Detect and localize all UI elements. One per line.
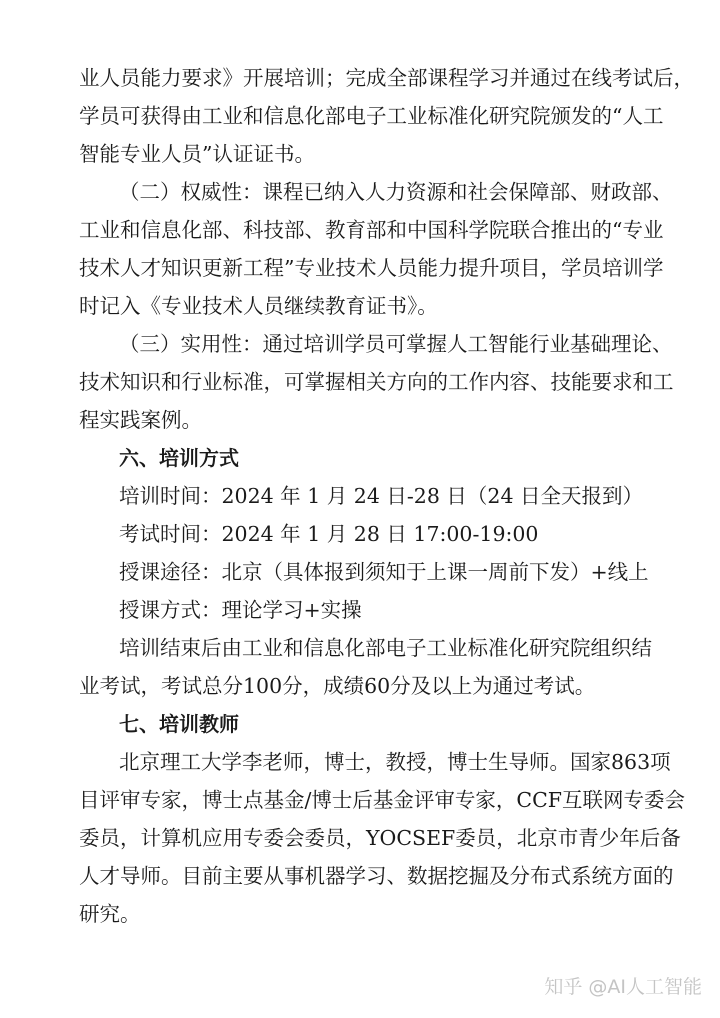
paragraph-line: 授课方式：理论学习+实操 — [119, 598, 362, 622]
paragraph-line: 学员可获得由工业和信息化部电子工业标准化研究院颁发的“人工 — [79, 104, 664, 128]
paragraph-line: 考试时间：2024 年 1 月 28 日 17:00-19:00 — [119, 522, 539, 546]
paragraph-line: 业考试，考试总分100分，成绩60分及以上为通过考试。 — [79, 674, 596, 698]
paragraph-line: 智能专业人员”认证证书。 — [79, 142, 315, 166]
section-heading: 六、培训方式 — [119, 446, 239, 470]
paragraph-line: 技术知识和行业标准，可掌握相关方向的工作内容、技能要求和工 — [79, 370, 674, 394]
section-heading: 七、培训教师 — [119, 712, 239, 736]
paragraph-line: （三）实用性：通过培训学员可掌握人工智能行业基础理论、 — [119, 332, 673, 356]
paragraph-line: 培训时间：2024 年 1 月 24 日-28 日（24 日全天报到） — [119, 484, 644, 508]
paragraph-line: 技术人才知识更新工程”专业技术人员能力提升项目，学员培训学 — [79, 256, 664, 280]
paragraph-line: （二）权威性：课程已纳入人力资源和社会保障部、财政部、 — [119, 180, 673, 204]
paragraph-line: 北京理工大学李老师，博士，教授，博士生导师。国家863项 — [119, 750, 671, 774]
paragraph-line: 培训结束后由工业和信息化部电子工业标准化研究院组织结 — [119, 636, 652, 660]
watermark: 知乎 @AI人工智能 — [544, 976, 702, 998]
paragraph-line: 时记入《专业技术人员继续教育证书》。 — [79, 294, 438, 318]
paragraph-line: 委员，计算机应用专委会委员，YOCSEF委员，北京市青少年后备 — [79, 826, 681, 850]
paragraph-line: 目评审专家，博士点基金/博士后基金评审专家，CCF互联网专委会 — [79, 788, 685, 812]
paragraph-line: 研究。 — [79, 902, 141, 926]
paragraph-line: 人才导师。目前主要从事机器学习、数据挖掘及分布式系统方面的 — [79, 864, 674, 888]
paragraph-line: 业人员能力要求》开展培训；完成全部课程学习并通过在线考试后， — [79, 66, 694, 90]
paragraph-line: 工业和信息化部、科技部、教育部和中国科学院联合推出的“专业 — [79, 218, 664, 242]
paragraph-line: 程实践案例。 — [79, 408, 202, 432]
paragraph-line: 授课途径：北京（具体报到须知于上课一周前下发）+线上 — [119, 560, 649, 584]
